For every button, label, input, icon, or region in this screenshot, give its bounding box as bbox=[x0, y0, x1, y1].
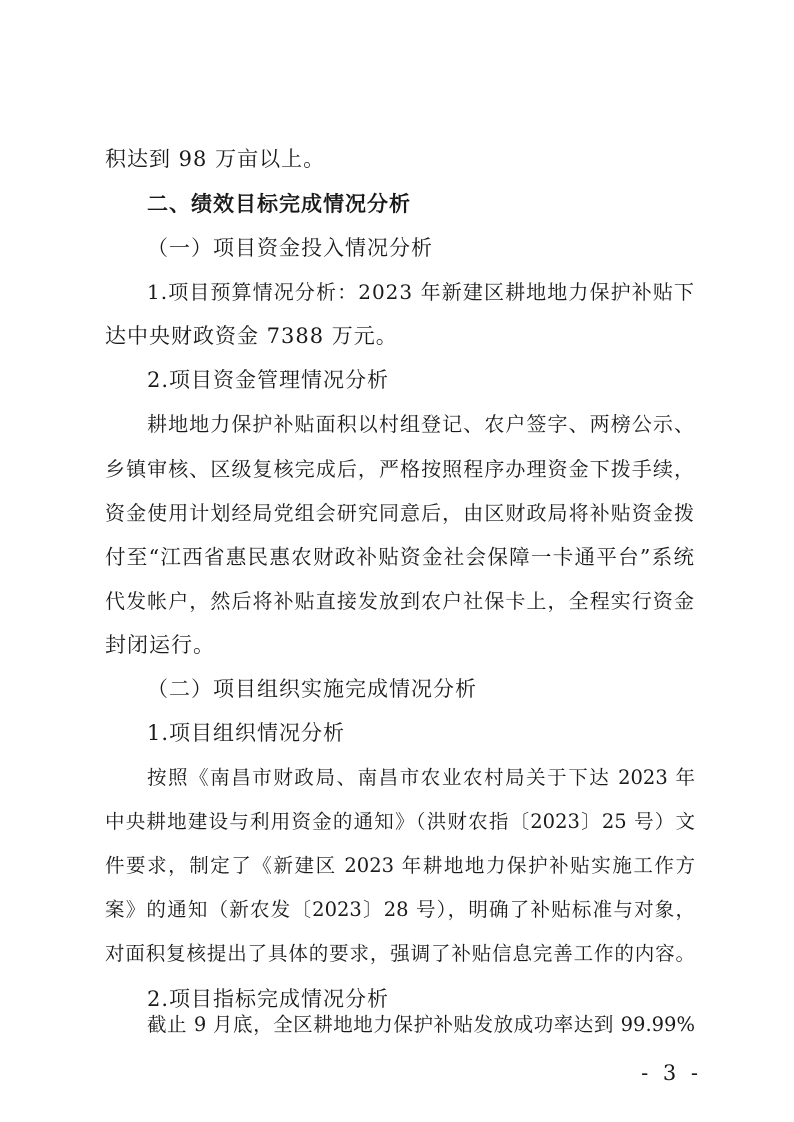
subsection-heading: （一）项目资金投入情况分析 bbox=[147, 236, 433, 260]
paragraph-line: 中央耕地建设与利用资金的通知》（洪财农指〔2023〕25 号）文 bbox=[105, 810, 695, 833]
paragraph-line: 案》的通知（新农发〔2023〕28 号），明确了补贴标准与对象， bbox=[105, 898, 695, 921]
paragraph-line: 耕地地力保护补贴面积以村组登记、农户签字、两榜公示、 bbox=[147, 412, 695, 436]
paragraph-line: 截止 9 月底，全区耕地地力保护补贴发放成功率达到 99.99% bbox=[147, 1013, 695, 1036]
paragraph-line: 乡镇审核、区级复核完成后，严格按照程序办理资金下拨手续， bbox=[105, 457, 695, 481]
paragraph-line: 付至“江西省惠民惠农财政补贴资金社会保障一卡通平台”系统 bbox=[105, 545, 695, 569]
paragraph-line: 对面积复核提出了具体的要求，强调了补贴信息完善工作的内容。 bbox=[105, 942, 695, 965]
item-heading: 2.项目资金管理情况分析 bbox=[147, 368, 390, 392]
paragraph-line: 达中央财政资金 7388 万元。 bbox=[105, 324, 398, 348]
paragraph-line: 件要求，制定了《新建区 2023 年耕地地力保护补贴实施工作方 bbox=[105, 854, 695, 877]
paragraph-line: 1.项目预算情况分析：2023 年新建区耕地地力保护补贴下 bbox=[147, 280, 695, 304]
paragraph-line: 代发帐户，然后将补贴直接发放到农户社保卡上，全程实行资金 bbox=[105, 589, 695, 613]
paragraph-line: 积达到 98 万亩以上。 bbox=[105, 147, 326, 171]
item-heading: 1.项目组织情况分析 bbox=[147, 721, 346, 745]
paragraph-line: 资金使用计划经局党组会研究同意后，由区财政局将补贴资金拨 bbox=[105, 501, 695, 525]
page-number: - 3 - bbox=[641, 1061, 702, 1085]
paragraph-line: 按照《南昌市财政局、南昌市农业农村局关于下达 2023 年 bbox=[147, 766, 695, 789]
item-heading: 2.项目指标完成情况分析 bbox=[147, 987, 390, 1011]
subsection-heading: （二）项目组织实施完成情况分析 bbox=[147, 677, 477, 701]
section-heading: 二、绩效目标完成情况分析 bbox=[147, 192, 411, 216]
paragraph-line: 封闭运行。 bbox=[105, 633, 215, 657]
